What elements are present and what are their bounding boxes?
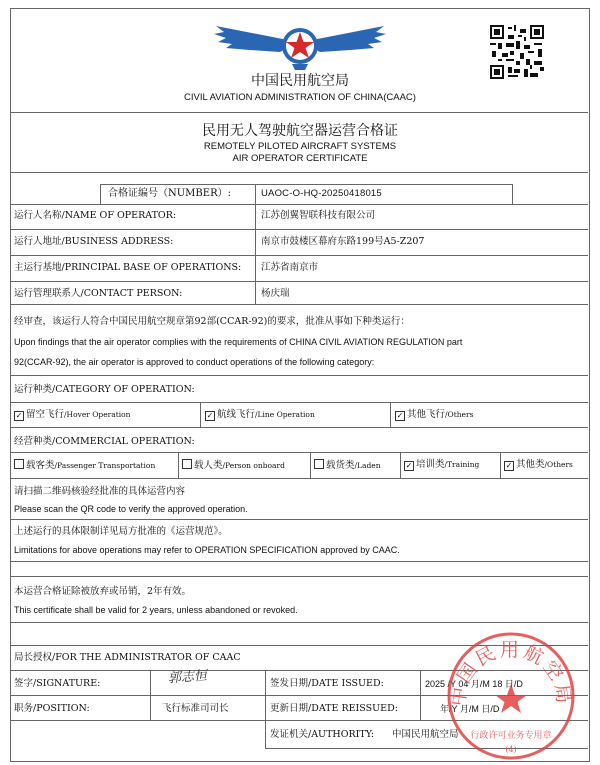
laden-checkbox[interactable] — [314, 459, 324, 469]
person-onboard-checkbox[interactable] — [182, 459, 192, 469]
signature: 郭志恒 — [167, 668, 208, 687]
certificate-title-en-line1: REMOTELY PILOTED AIRCRAFT SYSTEMS — [203, 141, 397, 152]
validity-cn: 本运营合格证除被放弃或吊销，2年有效。 — [14, 586, 192, 597]
others-checkbox[interactable]: ✓ — [396, 411, 404, 420]
validity-en: This certificate shall be valid for 2 years, unless abandoned or revoked. — [14, 605, 298, 615]
commercial-laden[interactable]: 载货类/Laden — [314, 459, 381, 472]
contact-person-value: 杨庆瑞 — [261, 288, 290, 299]
category-heading: 运行种类/CATEGORY OF OPERATION: — [14, 384, 195, 395]
number-label: 合格证编号（NUMBER）: — [108, 188, 231, 199]
for-administrator: 局长授权/FOR THE ADMINISTRATOR OF CAAC — [14, 652, 241, 663]
limitations-cn: 上述运行的具体限制详见局方批准的《运营规范》。 — [14, 526, 228, 537]
limitations-en: Limitations for above operations may refer to OPERATION SPECIFICATION approved by CAAC. — [14, 545, 400, 555]
operator-name-value: 江苏创翼智联科技有限公司 — [261, 210, 376, 221]
date-reissued-label: 更新日期/DATE REISSUED: — [270, 703, 398, 714]
date-issued-value: 2025 /Y 04 月/M 18 日/D — [425, 679, 523, 689]
official-seal — [443, 628, 579, 764]
caac-emblem-icon — [210, 12, 390, 74]
category-line[interactable]: ✓ 航线飞行/Line Operation — [206, 409, 315, 420]
certificate-title-en-line2: AIR OPERATOR CERTIFICATE — [232, 153, 368, 164]
finding-en-line1: Upon findings that the air operator complies with the requirements of CHINA CIVIL AVIATION REGULATION part — [14, 337, 463, 347]
issuer-label: 发证机关/AUTHORITY: — [270, 729, 375, 740]
date-reissued-value: 年/Y 月/M 日/D — [440, 704, 500, 714]
position-label: 职务/POSITION: — [14, 703, 90, 714]
number-value: UAOC-O-HQ-20250418015 — [261, 188, 382, 199]
business-address-value: 南京市鼓楼区幕府东路199号A5-Z207 — [261, 236, 425, 247]
contact-person-label: 运行管理联系人/CONTACT PERSON: — [14, 288, 183, 299]
org-name-en: CIVIL AVIATION ADMINISTRATION OF CHINA(CAAC) — [184, 92, 416, 103]
principal-base-label: 主运行基地/PRINCIPAL BASE OF OPERATIONS: — [14, 262, 242, 273]
commercial-others[interactable]: ✓ 其他类/Others — [505, 459, 573, 470]
seal-number: (4) — [505, 745, 517, 754]
training-checkbox[interactable]: ✓ — [405, 461, 413, 470]
finding-en-line2: 92(CCAR-92), the air operator is approved to conduct operations of the following category: — [14, 357, 375, 367]
business-address-label: 运行人地址/BUSINESS ADDRESS: — [14, 236, 174, 247]
commercial-heading: 经营种类/COMMERCIAL OPERATION: — [14, 436, 195, 447]
line-checkbox[interactable]: ✓ — [206, 411, 214, 420]
commercial-training[interactable]: ✓ 培训类/Training — [405, 459, 480, 470]
category-hover[interactable]: ✓ 留空飞行/Hover Operation — [15, 409, 131, 420]
signature-label: 签字/SIGNATURE: — [14, 678, 101, 689]
commercial-others-checkbox[interactable]: ✓ — [505, 461, 513, 470]
qr-note-cn: 请扫描二维码核验经批准的具体运营内容 — [14, 486, 186, 497]
position-value: 飞行标准司司长 — [162, 703, 229, 714]
seal-bottom-text: 行政许可业务专用章 — [470, 731, 552, 741]
certificate-title-cn: 民用无人驾驶航空器运营合格证 — [202, 123, 398, 139]
principal-base-value: 江苏省南京市 — [261, 262, 319, 273]
commercial-person-onboard[interactable]: 载人类/Person onboard — [182, 459, 285, 472]
passenger-checkbox[interactable] — [14, 459, 24, 469]
finding-cn: 经审查，该运行人符合中国民用航空规章第92部(CCAR-92)的要求，批准从事如下种类运行： — [14, 316, 410, 327]
qr-code[interactable] — [490, 25, 544, 79]
category-others[interactable]: ✓ 其他飞行/Others — [396, 409, 474, 420]
seal-text: 中国民用航空局 — [447, 639, 575, 708]
issuer-value: 中国民用航空局 — [392, 729, 459, 740]
commercial-passenger[interactable]: 载客类/Passenger Transportation — [14, 459, 155, 472]
org-name-cn: 中国民用航空局 — [251, 73, 349, 89]
date-issued-label: 签发日期/DATE ISSUED: — [270, 678, 384, 689]
operator-name-label: 运行人名称/NAME OF OPERATOR: — [14, 210, 177, 221]
hover-checkbox[interactable]: ✓ — [15, 411, 23, 420]
qr-note-en: Please scan the QR code to verify the approved operation. — [14, 504, 248, 514]
